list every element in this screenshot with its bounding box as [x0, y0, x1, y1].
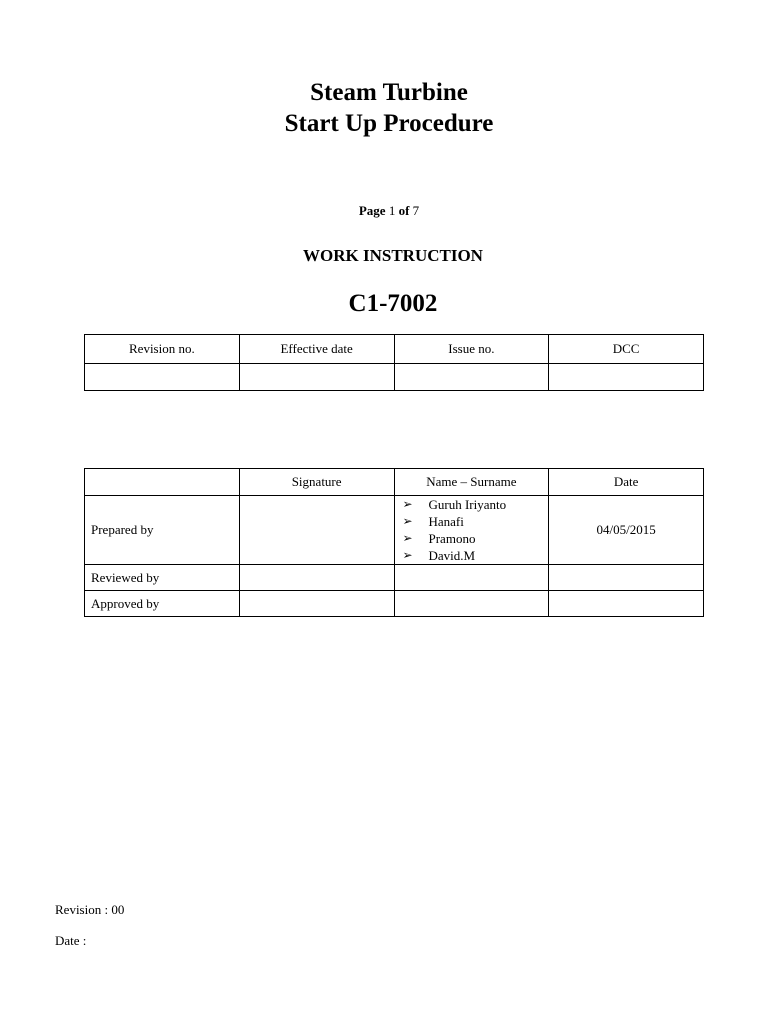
- revision-no-cell: [85, 364, 240, 391]
- preparer-name: Hanafi: [428, 514, 464, 529]
- page-current: 1: [388, 203, 396, 218]
- preparer-list: [401, 496, 543, 564]
- revision-value-row: [85, 364, 704, 391]
- arrow-bullet-icon: ➢: [402, 514, 413, 528]
- list-item: [401, 530, 543, 547]
- revision-no-header: Revision no.: [85, 335, 240, 364]
- page-of-label: of: [398, 203, 410, 218]
- list-item: [401, 547, 543, 564]
- approval-header-row: [85, 469, 704, 496]
- issue-no-header: Issue no.: [394, 335, 549, 364]
- prepared-by-names: [394, 496, 549, 565]
- document-number: C1-7002: [348, 290, 438, 317]
- reviewed-by-date: [549, 565, 704, 591]
- page-indicator: [0, 203, 768, 219]
- approved-by-date: [549, 591, 704, 617]
- revision-table: [84, 334, 704, 391]
- issue-no-cell: [394, 364, 549, 391]
- prepared-by-date: 04/05/2015: [549, 496, 704, 565]
- effective-date-header: Effective date: [239, 335, 394, 364]
- effective-date-cell: [239, 364, 394, 391]
- reviewed-by-signature: [239, 565, 394, 591]
- prepared-by-signature: [239, 496, 394, 565]
- page-label: Page: [358, 203, 386, 218]
- document-title-line1: Steam Turbine: [310, 79, 468, 106]
- preparer-name: Guruh Iriyanto: [428, 497, 507, 512]
- dcc-cell: [549, 364, 704, 391]
- prepared-by-row: [85, 496, 704, 565]
- arrow-bullet-icon: ➢: [402, 531, 413, 545]
- reviewed-by-row: [85, 565, 704, 591]
- arrow-bullet-icon: ➢: [402, 497, 413, 511]
- approved-by-row: [85, 591, 704, 617]
- list-item: [401, 513, 543, 530]
- signature-header: Signature: [239, 469, 394, 496]
- prepared-by-label: Prepared by: [85, 496, 240, 565]
- preparer-name: David.M: [428, 548, 476, 563]
- approved-by-name: [394, 591, 549, 617]
- approved-by-signature: [239, 591, 394, 617]
- role-header: [85, 469, 240, 496]
- page-total: 7: [412, 203, 420, 218]
- footer-date: Date :: [55, 933, 87, 948]
- reviewed-by-label: Reviewed by: [85, 565, 240, 591]
- approval-table: [84, 468, 704, 617]
- footer-revision: Revision : 00: [55, 902, 125, 917]
- preparer-name: Pramono: [428, 531, 476, 546]
- approved-by-label: Approved by: [85, 591, 240, 617]
- list-item: [401, 496, 543, 513]
- document-title-line2: Start Up Procedure: [284, 110, 494, 137]
- revision-header-row: [85, 335, 704, 364]
- name-surname-header: Name – Surname: [394, 469, 549, 496]
- date-header: Date: [549, 469, 704, 496]
- document-type: WORK INSTRUCTION: [303, 246, 483, 265]
- arrow-bullet-icon: ➢: [402, 548, 413, 562]
- dcc-header: DCC: [549, 335, 704, 364]
- reviewed-by-name: [394, 565, 549, 591]
